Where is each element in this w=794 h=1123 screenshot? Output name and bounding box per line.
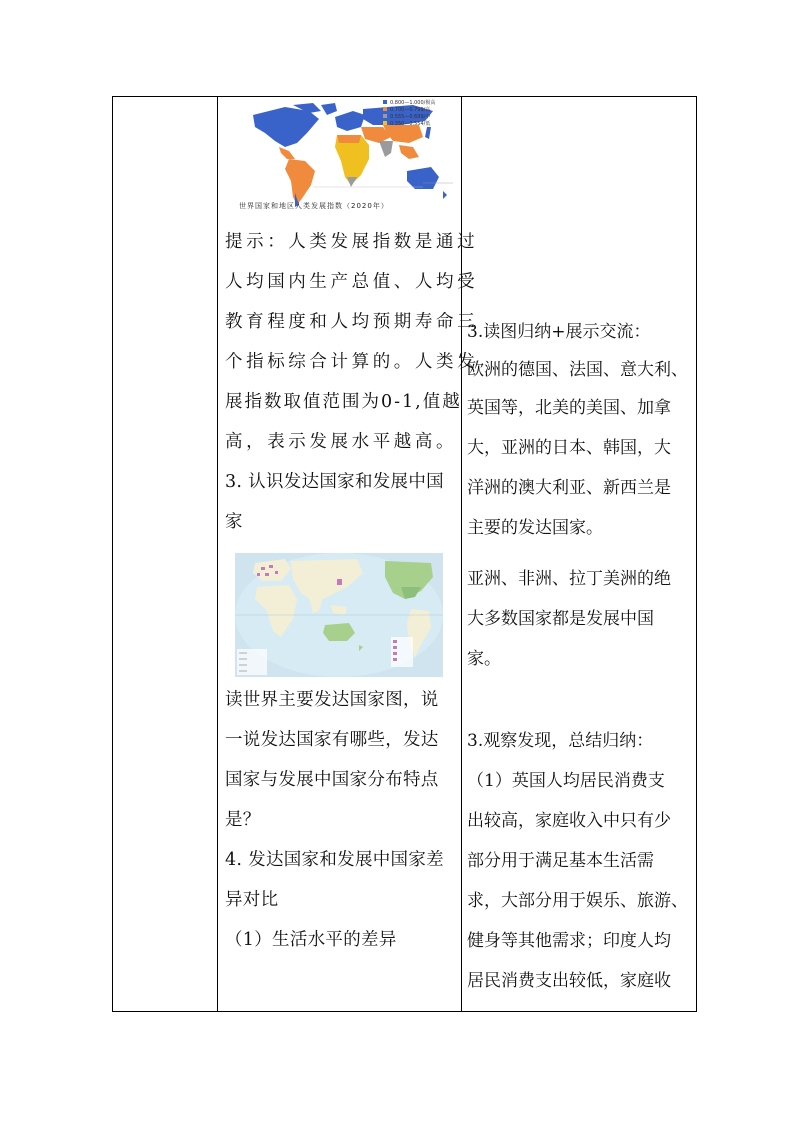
- student-activity-column: [217, 97, 479, 1011]
- text-line-3: 教育程度和人均预期寿命三: [225, 312, 479, 332]
- text-line-1: 提示：人类发展指数是通过: [225, 232, 479, 252]
- text-line-8: 家: [225, 512, 243, 532]
- summary-line-3: 英国等，北美的美国、加拿: [467, 398, 671, 418]
- text-line-6: 高，表示发展水平越高。: [225, 432, 458, 452]
- text-line-9: 读世界主要发达国家图，说: [225, 690, 439, 710]
- legend-label-high: 0.700—0.799/高: [390, 107, 431, 113]
- summary-line-16: 居民消费支出较低，家庭收: [467, 971, 671, 991]
- text-line-15: （1）生活水平的差异: [225, 930, 397, 950]
- summary-line-12: 出较高，家庭收入中只有少: [467, 811, 671, 831]
- summary-line-5: 洋洲的澳大利亚、新西兰是: [467, 478, 671, 498]
- text-line-2: 人均国内生产总值、人均受: [225, 272, 479, 292]
- legend-label-very-high: 0.800—1.000/极高: [390, 100, 436, 106]
- legend-label-low: 0.350—0.554/低: [390, 121, 431, 127]
- lesson-table: [112, 96, 697, 1012]
- map1-caption: 世界国家和地区人类发展指数（2020年）: [239, 202, 389, 210]
- summary-column: [462, 97, 698, 1011]
- summary-line-8: 大多数国家都是发展中国: [467, 609, 654, 629]
- text-line-10: 一说发达国家有哪些，发达: [225, 730, 439, 750]
- summary-line-11: （1）英国人均居民消费支: [467, 771, 665, 791]
- summary-line-1: 3.读图归纳+展示交流：: [467, 322, 651, 342]
- summary-line-4: 大，亚洲的日本、韩国，大: [467, 438, 671, 458]
- summary-line-13: 部分用于满足基本生活需: [467, 851, 654, 871]
- text-line-11: 国家与发展中国家分布特点: [225, 770, 439, 790]
- summary-line-6: 主要的发达国家。: [467, 518, 603, 538]
- summary-line-15: 健身等其他需求；印度人均: [467, 931, 671, 951]
- legend-label-medium: 0.555—0.699/中: [390, 114, 431, 120]
- summary-line-10: 3.观察发现，总结归纳：: [467, 731, 654, 751]
- text-line-5: 展指数取值范围为0-1,值越: [225, 392, 462, 412]
- summary-line-14: 求，大部分用于娱乐、旅游、: [467, 891, 688, 911]
- text-line-7: 3. 认识发达国家和发展中国: [225, 472, 444, 492]
- text-line-14: 异对比: [225, 890, 279, 910]
- summary-line-9: 家。: [467, 649, 501, 669]
- summary-line-2: 欧洲的德国、法国、意大利、: [467, 360, 688, 380]
- text-line-13: 4. 发达国家和发展中国家差: [225, 850, 444, 870]
- developed-countries-map: [235, 553, 443, 677]
- text-line-4: 个指标综合计算的。人类发: [225, 352, 479, 372]
- summary-line-7: 亚洲、非洲、拉丁美洲的绝: [467, 569, 671, 589]
- text-line-12: 是？: [225, 810, 261, 830]
